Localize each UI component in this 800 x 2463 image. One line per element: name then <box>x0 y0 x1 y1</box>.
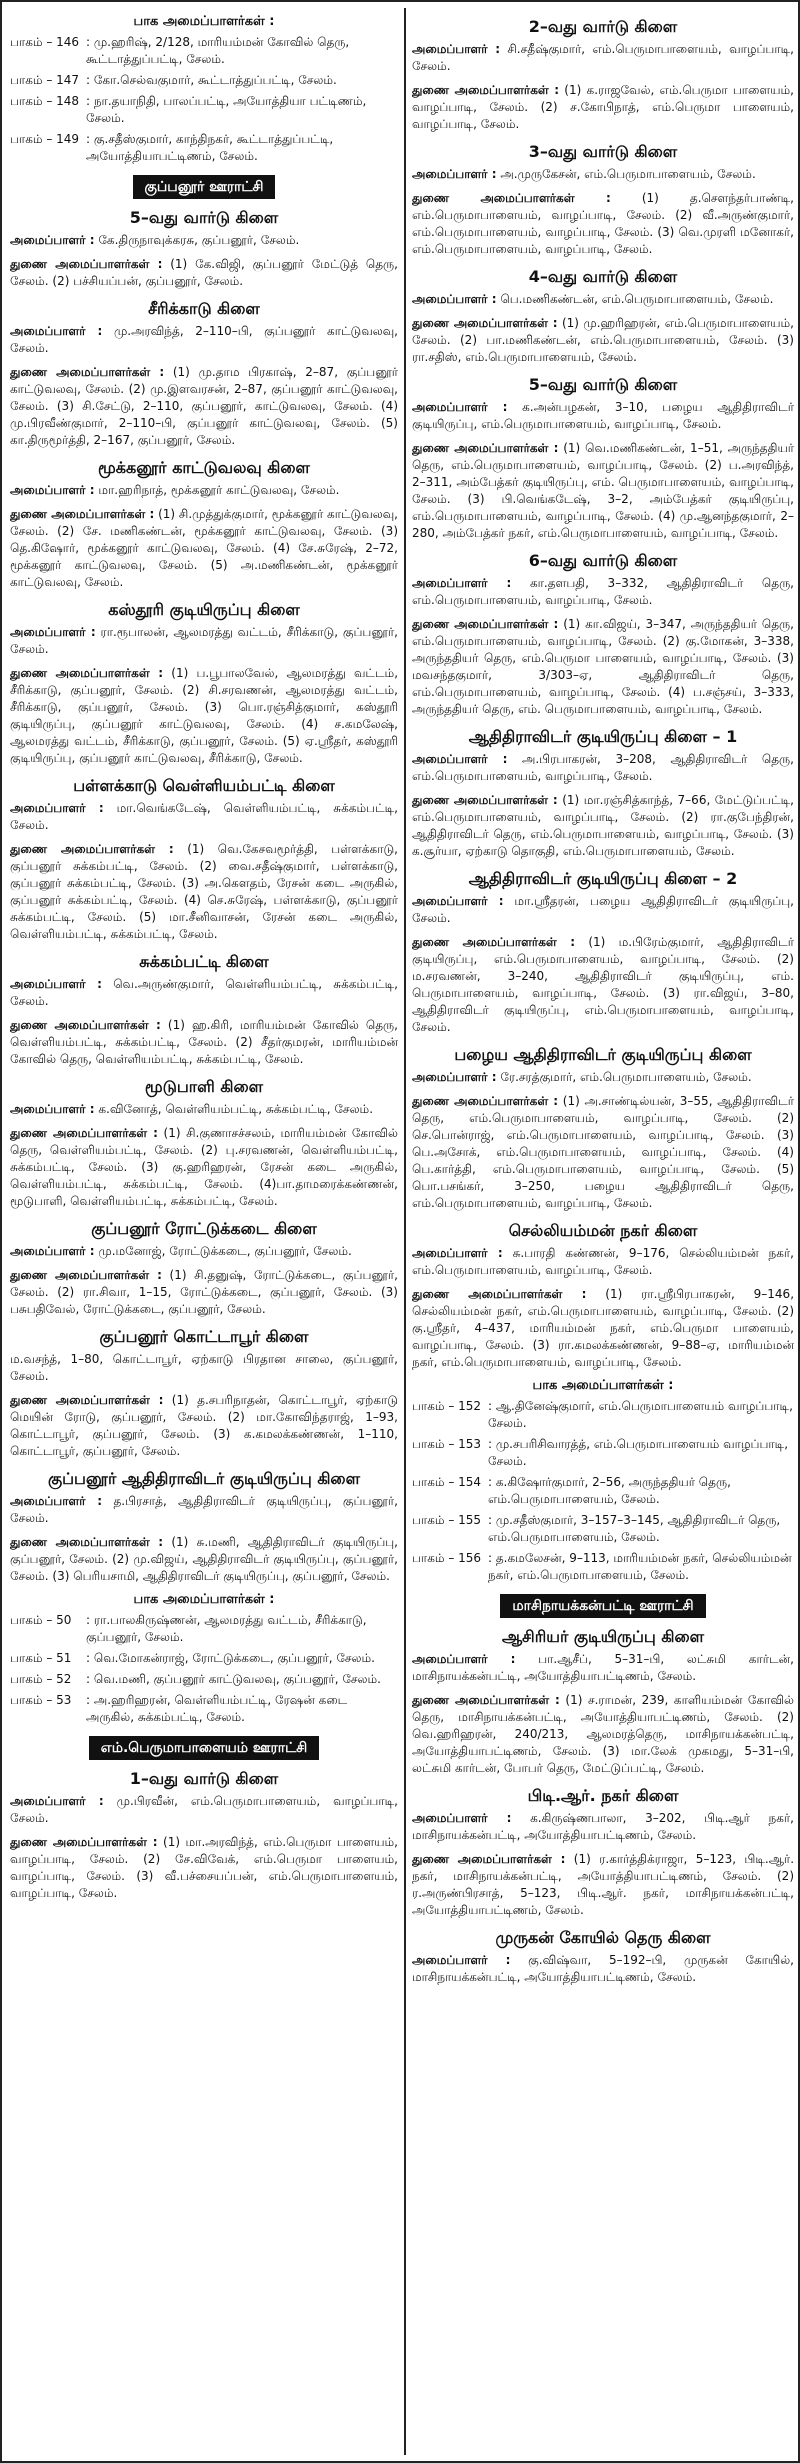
section-heading: செல்லியம்மன் நகர் கிளை <box>508 1221 698 1240</box>
part-number: பாகம் – 51 <box>10 1651 72 1665</box>
organizer-details: மு.பிரவீன், எம்.பெருமாபாளையம், வாழப்பாடி, சேலம். <box>10 1794 398 1825</box>
organizer-details: சி.சதீஷ்குமார், எம்.பெருமாபாளையம், வாழப்பாடி, சேலம். <box>412 42 794 73</box>
organizer-details: மு.மனோஜ், ரோட்டுக்கடை, குப்பனூர், சேலம். <box>94 1244 352 1258</box>
role-label: துணை அமைப்பாளர்கள் : <box>10 666 164 680</box>
part-number: பாகம் – 153 <box>412 1437 482 1451</box>
organizer-details: த.பிரசாத், ஆதிதிராவிடர் குடியிருப்பு, குப்பனூர், சேலம். <box>10 1494 398 1525</box>
organizer-details: (1) ச.ராமன், 239, காளியம்மன் கோவில் தெரு, மாசிநாயக்கன்பட்டி, அயோத்தியாபட்டிணம், சேலம். (2) வெ.ஹரிஹரன், 240/213, ஆலமரத்தெரு, மாசிநாயக்கன்பட்டி, அயோத்தியாபட்டிணம், சேலம். (3) மா.லேக் முகமது, 5–31–பி, லட்சுமி கார்டன், போபர் தெரு, மேட்டுப்பட்டி, சேலம். <box>412 1693 794 1775</box>
section-heading: 4–வது வார்டு கிளை <box>528 267 678 286</box>
organizer-details: கா.தளபதி, 3–332, ஆதிதிராவிடர் தெரு, எம்.பெருமாபாளையம், வாழப்பாடி, சேலம். <box>412 576 794 607</box>
left-column <box>10 8 398 2455</box>
part-organizers-list <box>412 1398 794 1584</box>
role-label: துணை அமைப்பாளர்கள் : <box>10 507 155 521</box>
organizer-details: பா.ஆசீப், 5–31–பி, லட்சுமி கார்டன், மாசிநாயக்கன்பட்டி, அயோத்தியாபட்டிணம், சேலம். <box>412 1652 794 1683</box>
part-number: பாகம் – 155 <box>412 1513 482 1527</box>
role-label: துணை அமைப்பாளர்கள் : <box>412 1287 587 1301</box>
section-heading: 1–வது வார்டு கிளை <box>129 1769 279 1788</box>
organizer-entry <box>10 256 398 290</box>
role-label: அமைப்பாளர் : <box>412 752 508 766</box>
organizer-entry <box>412 1069 794 1086</box>
organizer-details: (1) ப.பூபாலவேல், ஆலமரத்து வட்டம், சீரிக்காடு, குப்பனூர், சேலம். (2) சி.சரவணன், ஆலமரத்து வட்டம், சீரிக்காடு, குப்பனூர், சேலம். (3) பொ.ரஞ்சித்குமார், கஸ்தூரி குடியிருப்பு, குப்பனூர் காட்டுவலவு, சேலம். (4) ச.கமலேஷ், ஆலமரத்து வட்டம், சீரிக்காடு, குப்பனூர், சேலம். (5) ஏ.ஸ்ரீதர், கஸ்தூரி குடியிருப்பு, குப்பனூர் காட்டுவலவு, சீரிக்காடு, சேலம். <box>10 666 398 765</box>
organizer-entry <box>10 1017 398 1068</box>
organizer-details: சு.பாரதி கண்ணன், 9–176, செல்லியம்மன் நகர், எம்.பெருமாபாளையம், வாழப்பாடி, சேலம். <box>412 1246 794 1277</box>
organizer-details: (1) சி.குணாசச்சலம், மாரியம்மன் கோவில் தெரு, வெள்ளியம்பட்டி, சேலம். (2) பு.சரவணன், வெள்ளியம்பட்டி, சுக்கம்பட்டி, சேலம். (3) கு.ஹரிஹரன், ரேசன் கடை அருகில், வெள்ளியம்பட்டி, சுக்கம்பட்டி, சேலம். (4)பா.தாமரைக்கண்ணன், மூடுபாளி, வெள்ளியம்பட்டி, சுக்கம்பட்டி, சேலம். <box>10 1126 398 1208</box>
panchayat-banner <box>412 1594 794 1618</box>
organizer-details: வெ.அருண்குமார், வெள்ளியம்பட்டி, சுக்கம்பட்டி, சேலம். <box>10 977 398 1008</box>
section-heading: மூக்கனூர் காட்டுவலவு கிளை <box>98 458 310 477</box>
part-row <box>412 1436 794 1470</box>
role-label: துணை அமைப்பாளர்கள் : <box>10 1126 158 1140</box>
part-row <box>10 72 398 89</box>
part-organizer: : ரா.பாலகிருஷ்ணன், ஆலமரத்து வட்டம், சீரிக்காடு, குப்பனூர், சேலம். <box>86 1613 367 1644</box>
part-organizer: : மு.ஹரிஷ், 2/128, மாரியம்மன் கோவில் தெரு, கூட்டாத்துப்பட்டி, சேலம். <box>86 35 350 66</box>
part-organizers-heading: பாக அமைப்பாளர்கள் : <box>133 14 275 29</box>
part-row <box>10 34 398 68</box>
section-heading: குப்பனூர் கொட்டாபூர் கிளை <box>99 1327 309 1346</box>
organizer-details: (1) மு.ஹரிஹரன், எம்.பெருமாபாளையம், சேலம். (2) பா.மணிகண்டன், எம்.பெருமாபாளையம், சேலம். (3) ரா.சதிஸ், எம்.பெருமாபாளையம், சேலம். <box>412 316 794 364</box>
role-label: அமைப்பாளர் : <box>412 1246 503 1260</box>
role-label: அமைப்பாளர் : <box>10 1244 95 1258</box>
part-row <box>10 1612 398 1646</box>
organizer-details: ரா.ரூபாலன், ஆலமரத்து வட்டம், சீரிக்காடு, குப்பனூர், சேலம். <box>10 625 398 656</box>
organizer-details: அ.பிரபாகரன், 3–208, ஆதிதிராவிடர் தெரு, எம்.பெருமாபாளையம், வாழப்பாடி, சேலம். <box>412 752 794 783</box>
organizer-details: (1) மா.ரஞ்சித்காந்த், 7–66, மேட்டுப்பட்டி, எம்.பெருமாபாளையம், வாழப்பாடி, சேலம். (2) ரா.குபேந்திரன், ஆதிதிராவிடர் தெரு, எம்.பெருமாபாளையம், வாழப்பாடி, சேலம். (3) க.சூர்யா, ஏற்காடு தொகுதி, எம்.பெருமாபாளையம், சேலம். <box>412 793 794 858</box>
part-row <box>412 1550 794 1584</box>
section-heading: சுக்கம்பட்டி கிளை <box>139 952 269 971</box>
organizer-entry <box>10 841 398 943</box>
part-organizer: : வெ.மணி, குப்பனூர் காட்டுவலவு, குப்பனூர், சேலம். <box>86 1672 381 1686</box>
organizer-entry <box>10 1351 398 1385</box>
part-row <box>10 131 398 165</box>
role-label: அமைப்பாளர் : <box>412 1070 497 1084</box>
role-label: அமைப்பாளர் : <box>10 801 104 815</box>
organizer-details: (1) ர.கார்த்திக்ராஜா, 5–123, பிடி.ஆர். நகர், மாசிநாயக்கன்பட்டி, அயோத்தியாபட்டிணம், சேலம். (2) ர.அருண்பிரசாத், 5–123, பிடி.ஆர். நகர், மாசிநாயக்கன்பட்டி, அயோத்தியாபட்டிணம், சேலம். <box>412 1852 794 1917</box>
organizer-entry <box>10 1834 398 1902</box>
organizer-details: மு.அரவிந்த், 2–110–பி, குப்பனூர் காட்டுவலவு, சேலம். <box>10 324 398 355</box>
role-label: துணை அமைப்பாளர்கள் : <box>412 316 558 330</box>
organizer-entry <box>412 190 794 258</box>
organizer-details: (1) கே.விஜி, குப்பனூர் மேட்டுத் தெரு, சேலம். (2) பச்சியப்பன், குப்பனூர், சேலம். <box>10 257 398 288</box>
role-label: அமைப்பாளர் : <box>10 1102 95 1116</box>
organizer-entry <box>412 41 794 75</box>
organizer-entry <box>412 166 794 183</box>
organizer-entry <box>10 1534 398 1585</box>
organizer-entry <box>412 1952 794 1986</box>
role-label: துணை அமைப்பாளர்கள் : <box>412 83 560 97</box>
part-organizer: : மு.சதீஸ்குமார், 3–157–3–145, ஆதிதிராவிடர் தெரு, எம்.பெருமாபாளையம், சேலம். <box>488 1513 781 1544</box>
organizer-entry <box>10 1101 398 1118</box>
role-label: அமைப்பாளர் : <box>412 1953 511 1967</box>
organizer-entry <box>412 1810 794 1844</box>
organizer-entry <box>412 82 794 133</box>
role-label: அமைப்பாளர் : <box>412 1652 516 1666</box>
organizer-details: (1) வெ.கேசவமூர்த்தி, பள்ளக்காடு, குப்பனூர் சுக்கம்பட்டி, சேலம். (2) வை.சதீஷ்குமார், பள்ளக்காடு, குப்பனூர் சுக்கம்பட்டி, சேலம். (3) அ.கௌதம், ரேசன் கடை அருகில், குப்பனூர் சுக்கம்பட்டி, சேலம். (4) செ.சுரேஷ், பள்ளக்காடு, குப்பனூர் சுக்கம்பட்டி, சேலம். (5) மா.சீனிவாசன், ரேசன் கடை அருகில், வெள்ளியம்பட்டி, சுக்கம்பட்டி, சேலம். <box>10 842 398 941</box>
organizer-entry <box>412 1286 794 1371</box>
organizer-entry <box>10 364 398 449</box>
role-label: அமைப்பாளர் : <box>10 1494 103 1508</box>
organizer-details: பெ.மணிகண்டன், எம்.பெருமாபாளையம், சேலம். <box>496 292 774 306</box>
organizer-entry <box>412 291 794 308</box>
organizer-details: மா.ஸ்ரீதரன், பழைய ஆதிதிராவிடர் குடியிருப்பு, சேலம். <box>412 894 794 925</box>
role-label: அமைப்பாளர் : <box>412 400 508 414</box>
part-organizer: : அ.ஹரிஹரன், வெள்ளியம்பட்டி, ரேஷன் கடை அருகில், சுக்கம்பட்டி, சேலம். <box>86 1693 348 1724</box>
organizer-details: ரே.சரத்குமார், எம்.பெருமாபாளையம், சேலம். <box>496 1070 752 1084</box>
part-organizer: : கோ.செல்வகுமார், கூட்டாத்துப்பட்டி, சேலம். <box>86 73 337 87</box>
part-organizer: : வெ.மோகன்ராஜ், ரோட்டுக்கடை, குப்பனூர், சேலம். <box>86 1651 375 1665</box>
section-heading: 3–வது வார்டு கிளை <box>528 142 678 161</box>
part-organizers-heading: பாக அமைப்பாளர்கள் : <box>133 1592 275 1607</box>
section-heading: சீரிக்காடு கிளை <box>148 299 260 318</box>
organizer-details: (1) க.ராஜவேல், எம்.பெருமா பாளையம், வாழப்பாடி, சேலம். (2) ச.கோபிநாத், எம்.பெருமா பாளையம், வாழப்பாடி, சேலம். <box>412 83 794 131</box>
organizer-entry <box>10 800 398 834</box>
section-heading: கஸ்தூரி குடியிருப்பு கிளை <box>108 600 300 619</box>
role-label: அமைப்பாளர் : <box>412 292 497 306</box>
organizer-entry <box>10 1392 398 1460</box>
organizer-entry <box>10 1267 398 1318</box>
part-organizer: : க.கிஷோர்குமார், 2–56, அருந்ததியர் தெரு, எம்.பெருமாபாளையம், சேலம். <box>488 1475 731 1506</box>
part-organizer: : நா.தயாநிதி, பாலப்பட்டி, அயோத்தியா பட்டிணம், சேலம். <box>86 94 367 125</box>
role-label: துணை அமைப்பாளர்கள் : <box>10 1268 162 1282</box>
role-label: அமைப்பாளர் : <box>412 42 501 56</box>
part-row <box>10 1671 398 1688</box>
organizer-details: (1) ம.பிரேம்குமார், ஆதிதிராவிடர் குடியிருப்பு, எம்.பெருமாபாளையம், வாழப்பாடி, சேலம். (2) ம.சரவணன், 3–240, ஆதிதிராவிடர் குடியிருப்பு, எம். பெருமாபாளையம், வாழப்பாடி, சேலம். (3) ரா.விஜய், 3–80, ஆதிதிராவிடர் குடியிருப்பு, எம்.பெருமாபாளையம், வாழப்பாடி, சேலம். <box>412 935 794 1034</box>
role-label: துணை அமைப்பாளர்கள் : <box>10 1535 164 1549</box>
organizer-entry <box>412 315 794 366</box>
organizer-entry <box>412 575 794 609</box>
organizer-entry <box>10 1125 398 1210</box>
role-label: துணை அமைப்பாளர்கள் : <box>412 1852 566 1866</box>
part-number: பாகம் – 148 <box>10 94 80 108</box>
organizer-entry <box>10 1493 398 1527</box>
part-number: பாகம் – 152 <box>412 1399 482 1413</box>
part-row <box>10 1692 398 1726</box>
organizer-entry <box>412 1851 794 1919</box>
organizer-entry <box>10 976 398 1010</box>
organizer-details: கே.திருநாவுக்கரசு, குப்பனூர், சேலம். <box>94 233 300 247</box>
part-number: பாகம் – 156 <box>412 1551 482 1565</box>
part-number: பாகம் – 147 <box>10 73 80 87</box>
role-label: துணை அமைப்பாளர்கள் : <box>412 793 558 807</box>
part-number: பாகம் – 50 <box>10 1613 72 1627</box>
column-divider <box>404 8 406 2455</box>
section-heading: 2–வது வார்டு கிளை <box>528 17 678 36</box>
organizer-entry <box>10 1243 398 1260</box>
part-row <box>10 93 398 127</box>
section-heading: குப்பனூர் ஆதிதிராவிடர் குடியிருப்பு கிளை <box>47 1469 361 1488</box>
organizer-details: கு.விஷ்வா, 5–192–பி, முருகன் கோயில், மாசிநாயக்கன்பட்டி, அயோத்தியாபட்டிணம், சேலம். <box>412 1953 794 1984</box>
section-heading: 5–வது வார்டு கிளை <box>129 208 279 227</box>
organizer-entry <box>412 1093 794 1212</box>
organizer-entry <box>412 893 794 927</box>
section-heading: 6–வது வார்டு கிளை <box>528 551 678 570</box>
organizer-details: (1) ரா.ஸ்ரீபிரபாகரன், 9–146, செல்லியம்மன் நகர், எம்.பெருமாபாளையம், வாழப்பாடி, சேலம். (2) கு.ஸ்ரீதர், 4–437, மாரியம்மன் நகர், எம்.பெருமா பாளையம், வாழப்பாடி, சேலம். (3) ரா.கமலக்கண்ணன், 9–88–ஏ, மாரியம்மன் நகர், எம்.பெருமாபாளையம், வாழப்பாடி, சேலம். <box>412 1287 794 1369</box>
organizer-details: மா.ஹரிநாத், மூக்கனூர் காட்டுவலவு, சேலம். <box>94 483 340 497</box>
part-organizers-heading: பாக அமைப்பாளர்கள் : <box>532 1378 674 1393</box>
panchayat-banner <box>10 175 398 199</box>
organizer-entry <box>10 232 398 249</box>
section-heading: மூடுபாளி கிளை <box>144 1077 264 1096</box>
part-organizer: : ஆ.தினேஷ்குமார், எம்.பெருமாபாளையம் வாழப்பாடி, சேலம். <box>488 1399 793 1430</box>
role-label: துணை அமைப்பாளர்கள் : <box>412 935 576 949</box>
role-label: துணை அமைப்பாளர்கள் : <box>10 1393 164 1407</box>
panchayat-banner-label: எம்.பெருமாபாளையம் ஊராட்சி <box>89 1736 319 1760</box>
part-organizers-list <box>10 1612 398 1726</box>
role-label: துணை அமைப்பாளர்கள் : <box>10 1018 161 1032</box>
role-label: துணை அமைப்பாளர்கள் : <box>412 441 559 455</box>
role-label: துணை அமைப்பாளர்கள் : <box>10 842 174 856</box>
organizer-details: (1) சி.முத்துக்குமார், மூக்கனூர் காட்டுவலவு, சேலம். (2) சே. மணிகண்டன், மூக்கனூர் காட்டுவலவு, சேலம். (3) தெ.கிஷோர், மூக்கனூர் காட்டுவலவு, சேலம். (4) சே.சுரேஷ், 2–72, மூக்கனூர் காட்டுவலவு, சேலம். (5) அ.மணிகண்டன், மூக்கனூர் காட்டுவலவு, சேலம். <box>10 507 398 589</box>
organizer-details: (1) வெ.மணிகண்டன், 1–51, அருந்ததியர் தெரு, எம்.பெருமாபாளையம், வாழப்பாடி, சேலம். (2) ப.அரவிந்த், 2–311, அம்பேத்கர் குடியிருப்பு, எம். பெருமாபாளையம், வாழப்பாடி, சேலம். (3) பி.வெங்கடேஷ், 3–2, அம்பேத்கர் குடியிருப்பு, எம்.பெருமாபாளையம், வாழப்பாடி, சேலம். (4) மு.ஆனந்தகுமார், 2–280, அம்பேத்கர் நகர், எம்.பெருமாபாளையம், வாழப்பாடி, சேலம். <box>412 441 794 540</box>
section-heading: ஆசிரியர் குடியிருப்பு கிளை <box>501 1627 705 1646</box>
role-label: அமைப்பாளர் : <box>10 1794 104 1808</box>
role-label: துணை அமைப்பாளர்கள் : <box>10 257 163 271</box>
role-label: அமைப்பாளர் : <box>412 576 512 590</box>
part-row <box>10 1650 398 1667</box>
organizer-details: (1) மு.தாம பிரகாஷ், 2–87, குப்பனூர் காட்டுவலவு, சேலம். (2) மு.இளவரசன், 2–87, குப்பனூர் காட்டுவலவு, சேலம். (3) சி.சேட்டு, 2–110, குப்பனூர், காட்டுவலவு, சேலம். (4) மு.பிரவீண்குமார், 2–110–பி, குப்பனூர் காட்டுவலவு, சேலம். (5) கா.திருமூர்த்தி, 2–167, குப்பனூர், சேலம். <box>10 365 398 447</box>
organizer-entry <box>412 1692 794 1777</box>
organizer-details: (1) அ.சாண்டில்யன், 3–55, ஆதிதிராவிடர் தெரு, எம்.பெருமாபாளையம், வாழப்பாடி, சேலம். (2) செ.பொன்ராஜ், எம்.பெருமாபாளையம், வாழப்பாடி, சேலம். (3) பெ.அசோக், எம்.பெருமாபாளையம், வாழப்பாடி, சேலம். (4) பெ.கார்த்தி, எம்.பெருமாபாளையம், வாழப்பாடி, சேலம். (5) பொ.பசங்கர், 3–250, பழைய ஆதிதிராவிடர் தெரு, எம்.பெருமாபாளையம், வாழப்பாடி, சேலம். <box>412 1094 794 1210</box>
organizer-entry <box>412 934 794 1036</box>
section-heading: பள்ளக்காடு வெள்ளியம்பட்டி கிளை <box>73 776 335 795</box>
part-row <box>412 1474 794 1508</box>
part-organizer: : த.கமலேசன், 9–113, மாரியம்மன் நகர், செல்லியம்மன் நகர், எம்.பெருமாபாளையம், சேலம். <box>488 1551 792 1582</box>
organizer-details: க.கிருஷ்ணபாலா, 3–202, பிடி.ஆர் நகர், மாசிநாயக்கன்பட்டி, அயோத்தியாபட்டிணம், சேலம். <box>412 1811 794 1842</box>
part-number: பாகம் – 146 <box>10 35 80 49</box>
section-heading: பழைய ஆதிதிராவிடர் குடியிருப்பு கிளை <box>454 1045 752 1064</box>
panchayat-banner <box>10 1736 398 1760</box>
panchayat-banner-label: குப்பனூர் ஊராட்சி <box>133 175 276 199</box>
organizer-details: அ.முருகேசன், எம்.பெருமாபாளையம், சேலம். <box>496 167 756 181</box>
role-label: துணை அமைப்பாளர்கள் : <box>412 1693 560 1707</box>
section-heading: முருகன் கோயில் தெரு கிளை <box>495 1928 711 1947</box>
role-label: அமைப்பாளர் : <box>10 324 103 338</box>
organizer-entry <box>412 1245 794 1279</box>
role-label: அமைப்பாளர் : <box>412 1811 512 1825</box>
organizer-entry <box>10 323 398 357</box>
part-organizers-list <box>10 34 398 165</box>
organizer-details: (1) ஹ.கிரி, மாரியம்மன் கோவில் தெரு, வெள்ளியம்பட்டி, சுக்கம்பட்டி, சேலம். (2) சீதர்குமரன், மாரியம்மன் கோவில் தெரு, வெள்ளியம்பட்டி, சுக்கம்பட்டி, சேலம். <box>10 1018 398 1066</box>
organizer-entry <box>10 665 398 767</box>
role-label: துணை அமைப்பாளர்கள் : <box>412 617 559 631</box>
role-label: அமைப்பாளர் : <box>10 233 95 247</box>
role-label: அமைப்பாளர் : <box>412 167 497 181</box>
role-label: அமைப்பாளர் : <box>10 977 102 991</box>
organizer-details: க.அன்பழகன், 3–10, பழைய ஆதிதிராவிடர் குடியிருப்பு, எம்.பெருமாபாளையம், வாழப்பாடி, சேலம். <box>412 400 794 431</box>
section-heading: குப்பனூர் ரோட்டுக்கடை கிளை <box>91 1219 317 1238</box>
organizer-details: மா.வெங்கடேஷ், வெள்ளியம்பட்டி, சுக்கம்பட்டி, சேலம். <box>10 801 398 832</box>
organizer-details: (1) சி.தனுஷ், ரோட்டுக்கடை, குப்பனூர், சேலம். (2) ரா.சிவா, 1–15, ரோட்டுக்கடை, குப்பனூர், சேலம். (3) பசுபதிவேல், ரோட்டுக்கடை, குப்பனூர், சேலம். <box>10 1268 398 1316</box>
role-label: துணை அமைப்பாளர்கள் : <box>10 1835 158 1849</box>
organizer-details: க.வினோத், வெள்ளியம்பட்டி, சுக்கம்பட்டி, சேலம். <box>94 1102 374 1116</box>
organizer-details: (1) சு.மணி, ஆதிதிராவிடர் குடியிருப்பு, குப்பனூர், சேலம். (2) மு.விஜய், ஆதிதிராவிடர் குடியிருப்பு, குப்பனூர், சேலம். (3) பெரியசாமி, ஆதிதிராவிடர் குடியிருப்பு, குப்பனூர், சேலம். <box>10 1535 398 1583</box>
organizer-entry <box>10 506 398 591</box>
organizer-entry <box>412 440 794 542</box>
part-number: பாகம் – 149 <box>10 132 80 146</box>
right-column <box>412 8 794 2455</box>
role-label: துணை அமைப்பாளர்கள் : <box>10 365 165 379</box>
organizer-entry <box>412 751 794 785</box>
part-number: பாகம் – 53 <box>10 1693 72 1707</box>
section-heading: ஆதிதிராவிடர் குடியிருப்பு கிளை – 2 <box>468 869 738 888</box>
part-row <box>412 1512 794 1546</box>
section-heading: 5–வது வார்டு கிளை <box>528 375 678 394</box>
organizer-entry <box>412 1651 794 1685</box>
section-heading: ஆதிதிராவிடர் குடியிருப்பு கிளை – 1 <box>468 727 738 746</box>
panchayat-banner-label: மாசிநாயக்கன்பட்டி ஊராட்சி <box>500 1594 705 1618</box>
organizer-entry <box>10 1793 398 1827</box>
part-number: பாகம் – 154 <box>412 1475 482 1489</box>
organizer-details: ம.வசந்த், 1–80, கொட்டாபூர், ஏற்காடு பிரதான சாலை, குப்பனூர், சேலம். <box>10 1352 398 1383</box>
role-label: துணை அமைப்பாளர்கள் : <box>412 1094 559 1108</box>
part-number: பாகம் – 52 <box>10 1672 72 1686</box>
organizer-entry <box>10 624 398 658</box>
organizer-details: (1) த.சபரிநாதன், கொட்டாபூர், ஏற்காடு மெயின் ரோடு, குப்பனூர், சேலம். (2) மா.கோவிந்தராஜ், 1–93, கொட்டாபூர், குப்பனூர், சேலம். (3) க.கமலக்கண்ணன், 1–110, கொட்டாபூர், குப்பனூர், சேலம். <box>10 1393 398 1458</box>
role-label: அமைப்பாளர் : <box>10 483 95 497</box>
organizer-entry <box>412 792 794 860</box>
part-organizer: : கு.சதீஸ்குமார், காந்திநகர், கூட்டாத்துப்பட்டி, அயோத்தியாபட்டிணம், சேலம். <box>86 132 334 163</box>
organizer-details: (1) மா.அரவிந்த், எம்.பெருமா பாளையம், வாழப்பாடி, சேலம். (2) சே.விவேக், எம்.பெருமா பாளையம், வாழப்பாடி, சேலம். (3) வீ.பச்சையப்பன், எம்.பெருமாபாளையம், வாழப்பாடி, சேலம். <box>10 1835 398 1900</box>
organizer-details: (1) கா.விஜய், 3–347, அருந்ததியர் தெரு, எம்.பெருமாபாளையம், வாழப்பாடி, சேலம். (2) கு.மோகன், 3–338, அருந்ததியர் தெரு, எம்.பெருமா பாளையம், வாழப்பாடி, சேலம். (3) மவசந்தகுமார், 3/303–ஏ, ஆதிதிராவிடர் தெரு, எம்.பெருமாபாளையம், வாழப்பாடி, சேலம். (4) ப.சஞ்சய், 3–333, அருந்ததியர் தெரு, எம். பெருமாபாளையம், வாழப்பாடி, சேலம். <box>412 617 794 716</box>
section-heading: பிடி.ஆர். நகர் கிளை <box>527 1786 679 1805</box>
organizer-entry <box>412 616 794 718</box>
part-organizer: : மு.சபரிசிவாரத்த், எம்.பெருமாபாளையம் வாழப்பாடி, சேலம். <box>488 1437 789 1468</box>
organizer-entry <box>10 482 398 499</box>
organizer-details: (1) த.சௌந்தர்பாண்டி, எம்.பெருமாபாளையம், வாழப்பாடி, சேலம். (2) வீ.அருண்குமார், எம்.பெருமாபாளையம், வாழப்பாடி, சேலம். (3) வெ.முரளி மனோகர், எம்.பெருமாபாளையம், வாழப்பாடி, சேலம். <box>412 191 794 256</box>
role-label: அமைப்பாளர் : <box>10 625 96 639</box>
role-label: அமைப்பாளர் : <box>412 894 504 908</box>
role-label: துணை அமைப்பாளர்கள் : <box>412 191 611 205</box>
part-row <box>412 1398 794 1432</box>
organizer-entry <box>412 399 794 433</box>
